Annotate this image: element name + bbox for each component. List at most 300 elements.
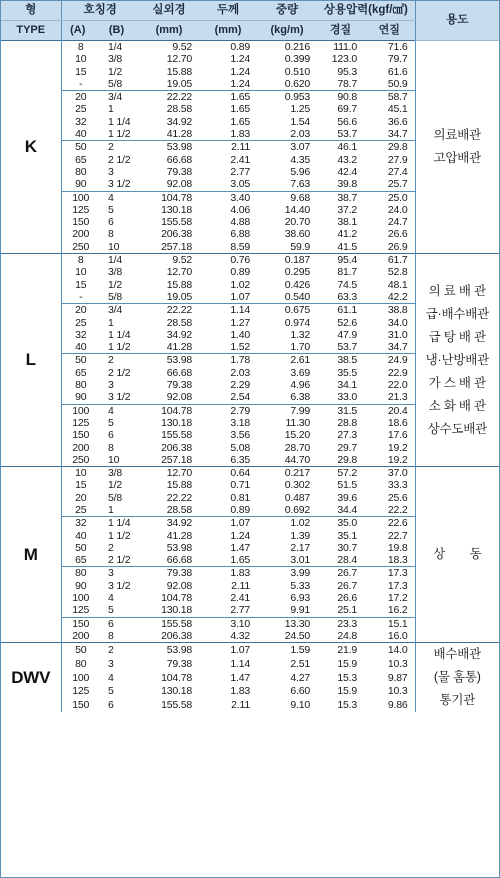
nominal-a-cell: 80 [75,657,87,670]
nominal-a-cell: 15 [75,278,87,291]
usage-cell [415,467,499,643]
outer-diameter-cell: 41.28 [166,341,193,354]
outer-diameter-cell: 15.88 [166,479,193,492]
thickness-cell: 1.65 [230,103,251,116]
pressure-hard-cell: 47.9 [337,328,358,341]
thickness-cell: 5.08 [230,441,251,454]
outer-diameter-cell: 79.38 [166,165,193,178]
nominal-a-cell: 200 [72,441,90,454]
thickness-header: 두께 [199,1,257,21]
weight-cell: 0.974 [284,316,311,329]
thickness-cell: 0.64 [199,467,257,480]
pressure-hard-cell: 123.0 [331,53,358,66]
weight-cell: 14.40 [284,203,311,216]
nominal-b-cell: 5/8 [108,491,122,504]
weight-cell: 9.10 [290,699,311,712]
pressure-soft-cell: 25.7 [387,178,408,191]
usage-cell [415,254,499,467]
usage-line: 급·배수배관 [425,306,489,321]
nominal-a-cell: 40 [75,341,87,354]
nominal-b-cell: 1/4 [108,41,122,53]
pressure-hard-cell: 38.7 [317,191,364,204]
outer-diameter-cell: 41.28 [166,529,193,542]
weight-cell: 0.692 [284,503,311,516]
pressure-soft-cell: 33.3 [387,479,408,492]
outer-diameter-cell: 92.08 [166,579,193,592]
pressure-soft-cell: 26.6 [387,228,408,241]
pressure-hard-cell: 56.6 [337,115,358,128]
weight-unit-header: (kg/m) [257,21,317,41]
nominal-a-cell: 25 [75,316,87,329]
nominal-a-cell: 100 [72,671,90,684]
pressure-soft-cell: 27.9 [387,153,408,166]
thickness-unit-header: (mm) [199,21,257,41]
outer-diameter-cell: 92.08 [166,178,193,191]
pressure-soft-cell: 58.7 [364,91,415,104]
nominal-a-cell: 90 [75,391,87,404]
pressure-hard-cell: 61.1 [317,304,364,317]
thickness-cell: 2.29 [230,379,251,392]
thickness-cell: 1.65 [230,554,251,567]
pressure-soft-cell: 17.3 [387,579,408,592]
outer-diameter-cell: 66.68 [166,366,193,379]
pressure-soft-cell: 19.8 [387,541,408,554]
pressure-soft-cell: 10.3 [387,685,408,698]
weight-cell: 5.33 [290,579,311,592]
weight-cell: 0.675 [257,304,317,317]
pressure-hard-cell: 15.3 [337,671,358,684]
pressure-soft-cell: 21.3 [387,391,408,404]
outer-diameter-cell: 130.18 [161,604,193,617]
weight-cell: 24.50 [284,629,311,642]
pressure-hard-cell: 15.3 [337,699,358,712]
pressure-soft-cell: 22.6 [364,517,415,530]
weight-cell: 2.61 [257,354,317,367]
pressure-hard-cell: 35.5 [337,366,358,379]
nominal-b-cell: 6 [108,429,114,442]
nominal-b-cell: 4 [94,191,139,204]
pressure-hard-cell: 37.2 [337,203,358,216]
usage-line: 상 동 [433,547,482,562]
pressure-soft-cell: 29.8 [364,141,415,154]
pressure-hard-cell: 27.3 [337,429,358,442]
nominal-b-cell: 8 [108,441,114,454]
pressure-hard-cell: 35.1 [337,529,358,542]
thickness-cell: 3.18 [230,416,251,429]
nominal-a-cell: 80 [75,165,87,178]
nominal-b-cell: 1/2 [108,65,122,78]
nominal-b-cell: 2 [94,354,139,367]
nominal-a-cell: 150 [72,216,90,229]
nominal-a-cell: 125 [72,685,90,698]
pressure-hard-cell: 46.1 [317,141,364,154]
weight-cell: 0.426 [284,278,311,291]
thickness-cell: 0.76 [199,254,257,267]
pressure-hard-cell: 28.8 [337,416,358,429]
weight-cell: 9.68 [257,191,317,204]
nominal-a-cell: 200 [72,228,90,241]
thickness-cell: 2.41 [230,153,251,166]
pressure-soft-cell: 61.7 [364,254,415,267]
pressure-hard-cell: 29.8 [337,453,358,466]
weight-cell: 6.60 [290,685,311,698]
nominal-b-cell: 1 1/4 [94,517,139,530]
thickness-cell: 0.89 [230,266,251,279]
pressure-hard-cell: 21.9 [317,643,364,657]
type-cell: M [1,467,61,643]
nominal-b-cell: 3 1/2 [108,178,131,191]
thickness-cell: 2.41 [230,592,251,605]
col-b-header: (B) [94,21,139,41]
pressure-hard-cell: 111.0 [333,41,358,53]
nominal-b-cell: 3/4 [94,91,139,104]
usage-line: 상수도배관 [427,421,487,436]
outer-diameter-cell: 130.18 [161,416,193,429]
pressure-hard-cell: 42.4 [337,165,358,178]
nominal-a-cell: 10 [61,467,94,480]
table-body [1,41,499,713]
usage-line: 의 료 배 관 [428,283,486,298]
nominal-a-cell: 65 [75,554,87,567]
weight-cell: 2.17 [290,541,311,554]
nominal-a-cell: 25 [75,103,87,116]
type-cell: K [1,41,61,254]
weight-cell: 13.30 [257,617,317,630]
table-row [1,254,499,267]
nominal-a-cell: 15 [75,479,87,492]
nominal-b-cell: 1/2 [108,479,122,492]
thickness-cell: 1.83 [230,685,251,698]
pressure-soft-cell: 9.86 [387,699,408,712]
nominal-a-cell: 200 [72,629,90,642]
thickness-cell: 1.14 [230,657,251,670]
nominal-a-cell: 100 [61,404,94,417]
outer-diameter-cell: 53.98 [166,541,193,554]
thickness-cell: 2.77 [230,604,251,617]
thickness-cell: 2.11 [231,699,251,712]
nominal-a-cell: 100 [72,592,90,605]
outer-diameter-cell: 34.92 [166,115,193,128]
nominal-b-cell: 6 [108,699,114,712]
weight-cell: 7.99 [257,404,317,417]
pressure-hard-cell: 29.7 [337,441,358,454]
pressure-hard-cell: 90.8 [317,91,364,104]
hard-temper-header: 경질 [317,21,364,41]
nominal-b-cell: 1 1/2 [108,128,131,141]
nominal-b-cell: 3 [94,567,139,580]
pressure-hard-cell: 51.5 [337,479,358,492]
outer-diameter-cell: 28.58 [166,316,193,329]
nominal-b-cell: 8 [108,629,114,642]
weight-cell: 0.187 [257,254,317,267]
outer-diameter-cell: 22.22 [166,491,193,504]
pressure-soft-cell: 9.87 [387,671,408,684]
weight-cell: 6.38 [290,391,311,404]
nominal-a-cell: 32 [75,328,87,341]
outer-diameter-cell: 79.38 [166,379,193,392]
nominal-b-cell: 2 [94,141,139,154]
thickness-cell: 3.05 [230,178,251,191]
weight-cell: 59.9 [290,240,311,253]
outer-diameter-cell: 155.58 [161,699,193,712]
thickness-cell: 8.59 [230,240,251,253]
weight-cell: 0.295 [284,266,311,279]
nominal-a-cell: 20 [61,91,94,104]
outer-diameter-cell: 22.22 [139,91,199,104]
thickness-cell: 3.56 [230,429,251,442]
pressure-soft-cell: 10.3 [387,657,408,670]
nominal-b-cell: 6 [108,216,114,229]
pressure-soft-cell: 18.3 [387,554,408,567]
weight-cell: 1.02 [257,517,317,530]
pressure-soft-cell: 18.6 [387,416,408,429]
nominal-b-cell: 4 [108,592,114,605]
pressure-hard-cell: 31.5 [317,404,364,417]
thickness-cell: 3.40 [199,191,257,204]
nominal-a-cell: 80 [61,567,94,580]
pressure-hard-cell: 53.7 [337,341,358,354]
pressure-hard-cell: 95.3 [337,65,358,78]
nominal-b-cell: 2 1/2 [108,366,131,379]
nominal-a-cell: 125 [72,203,90,216]
pressure-hard-cell: 78.7 [337,77,358,90]
pressure-soft-cell: 22.7 [387,529,408,542]
thickness-cell: 1.40 [230,328,251,341]
pressure-hard-cell: 26.6 [337,592,358,605]
thickness-cell: 1.24 [230,77,251,90]
outer-diameter-cell: 104.78 [161,592,193,605]
pressure-hard-cell: 34.1 [337,379,358,392]
nominal-a-cell: 50 [61,141,94,154]
pressure-soft-cell: 24.9 [364,354,415,367]
weight-cell: 2.03 [290,128,311,141]
thickness-cell: 0.71 [230,479,251,492]
nominal-b-cell: 1 1/4 [108,115,131,128]
pressure-soft-cell: 34.7 [387,128,408,141]
pressure-soft-cell: 14.0 [364,643,415,657]
thickness-cell: 1.14 [199,304,257,317]
outer-diameter-cell: 15.88 [166,278,193,291]
outer-diameter-cell: 66.68 [166,153,193,166]
nominal-b-cell: 1 [108,503,114,516]
thickness-cell: 4.88 [230,216,251,229]
nominal-a-cell: 50 [61,354,94,367]
nominal-b-cell: 5 [108,416,114,429]
pressure-soft-cell: 52.8 [387,266,408,279]
thickness-cell: 2.11 [199,141,257,154]
thickness-cell: 1.27 [230,316,251,329]
thickness-cell: 3.10 [199,617,257,630]
outer-diameter-cell: 53.98 [139,354,199,367]
weight-cell: 3.01 [290,554,311,567]
nominal-b-cell: 2 [94,643,139,657]
pressure-soft-cell: 24.7 [387,216,408,229]
nominal-a-cell: 65 [75,366,87,379]
usage-line: (물 홈통) [433,670,481,685]
pressure-soft-cell: 27.4 [387,165,408,178]
pressure-hard-cell: 26.7 [317,567,364,580]
nominal-a-cell: 150 [72,429,90,442]
weight-cell: 4.27 [290,671,311,684]
nominal-a-cell: - [79,77,83,90]
pressure-soft-cell: 22.0 [387,379,408,392]
outer-diameter-cell: 22.22 [139,304,199,317]
nominal-b-cell: 10 [108,240,120,253]
nominal-b-cell: 4 [108,671,114,684]
pressure-hard-cell: 35.0 [317,517,364,530]
outer-diameter-cell: 53.98 [139,643,199,657]
nominal-b-cell: 8 [108,228,114,241]
nominal-a-cell: 20 [75,491,87,504]
outer-diameter-cell: 92.08 [166,391,193,404]
weight-cell: 1.25 [290,103,311,116]
weight-cell: 3.99 [257,567,317,580]
outer-diameter-cell: 19.05 [166,77,193,90]
outer-diameter-cell: 41.28 [166,128,193,141]
nominal-b-cell: 1/4 [94,254,139,267]
nominal-a-cell: 100 [61,191,94,204]
thickness-cell: 1.24 [230,529,251,542]
usage-line: 고압배관 [433,151,482,166]
thickness-cell: 1.65 [199,91,257,104]
weight-cell: 3.69 [290,366,311,379]
nominal-b-cell: 1 [108,103,114,116]
weight-cell: 15.20 [284,429,311,442]
pressure-hard-cell: 53.7 [337,128,358,141]
nominal-a-cell: 150 [61,617,94,630]
weight-cell: 0.510 [284,65,311,78]
pressure-hard-cell: 95.4 [317,254,364,267]
nominal-a-cell: 20 [61,304,94,317]
outer-diameter-cell: 104.78 [139,404,199,417]
outer-diameter-header: 실외경 [139,1,199,21]
nominal-b-cell: 3/8 [108,53,122,66]
outer-diameter-cell: 130.18 [161,685,193,698]
type-header-en: TYPE [1,21,61,41]
nominal-b-cell: 5 [108,203,114,216]
outer-diameter-cell: 9.52 [139,254,199,267]
pressure-hard-cell: 25.1 [337,604,358,617]
nominal-a-cell: 32 [61,517,94,530]
outer-diameter-cell: 66.68 [166,554,193,567]
usage-cell [415,41,499,254]
pressure-soft-cell: 22.9 [387,366,408,379]
weight-header: 중량 [257,1,317,21]
pressure-soft-cell: 17.3 [364,567,415,580]
outer-diameter-cell: 257.18 [161,453,193,466]
weight-cell: 1.32 [290,328,311,341]
pressure-soft-cell: 38.8 [364,304,415,317]
od-unit-header: (mm) [139,21,199,41]
nominal-a-cell: 40 [75,128,87,141]
nominal-a-cell: 65 [75,153,87,166]
pressure-soft-cell: 25.0 [364,191,415,204]
thickness-cell: 1.47 [230,671,251,684]
weight-cell: 1.70 [290,341,311,354]
weight-cell: 2.51 [290,657,311,670]
weight-cell: 0.487 [284,491,311,504]
nominal-a-cell: 125 [72,416,90,429]
thickness-cell: 2.79 [199,404,257,417]
pressure-hard-cell: 33.0 [337,391,358,404]
thickness-cell: 1.83 [199,567,257,580]
outer-diameter-cell: 34.92 [139,517,199,530]
pressure-hard-cell: 81.7 [337,266,358,279]
weight-cell: 0.620 [284,77,311,90]
nominal-a-cell: 8 [77,41,84,53]
nominal-b-cell: 3 1/2 [108,579,131,592]
pressure-soft-cell: 50.9 [387,77,408,90]
weight-cell: 0.216 [284,41,311,53]
nominal-a-cell: 50 [75,541,87,554]
nominal-b-cell: 5 [108,604,114,617]
pressure-soft-cell: 24.0 [387,203,408,216]
outer-diameter-cell: 206.38 [161,441,193,454]
pressure-hard-cell: 38.1 [337,216,358,229]
pressure-hard-cell: 38.5 [317,354,364,367]
pressure-soft-cell: 25.6 [387,491,408,504]
nominal-a-cell: - [79,290,83,303]
table-header [1,1,499,41]
weight-cell: 6.93 [290,592,311,605]
thickness-cell: 2.03 [230,366,251,379]
nominal-a-cell: 15 [75,65,87,78]
weight-cell: 0.217 [257,467,317,480]
thickness-cell: 1.07 [199,517,257,530]
thickness-cell: 1.78 [199,354,257,367]
outer-diameter-cell: 12.70 [166,53,193,66]
usage-line: 소 화 배 관 [428,398,486,413]
nominal-b-cell: 6 [94,617,139,630]
pressure-hard-cell: 23.3 [317,617,364,630]
nominal-a-cell: 150 [72,699,90,712]
nominal-b-cell: 3 1/2 [108,391,131,404]
nominal-a-cell: 50 [61,643,94,657]
weight-cell: 1.39 [290,529,311,542]
thickness-cell: 0.81 [230,491,251,504]
pressure-hard-cell: 24.8 [337,629,358,642]
pressure-hard-cell: 41.2 [337,228,358,241]
nominal-a-cell: 8 [61,254,94,267]
usage-line: 급 탕 배 관 [428,329,486,344]
pipe-spec-table [1,1,499,712]
outer-diameter-cell: 79.38 [139,567,199,580]
outer-diameter-cell: 155.58 [139,617,199,630]
weight-cell: 0.302 [284,479,311,492]
outer-diameter-cell: 130.18 [161,203,193,216]
nominal-a-cell: 125 [72,604,90,617]
nominal-b-cell: 5 [108,685,114,698]
thickness-cell: 1.65 [230,115,251,128]
weight-cell: 0.540 [284,290,311,303]
pressure-hard-cell: 57.2 [317,467,364,480]
usage-line: 배수배관 [433,647,482,662]
pressure-hard-cell: 26.7 [337,579,358,592]
nominal-a-cell: 90 [75,178,87,191]
nominal-a-cell: 40 [75,529,87,542]
nominal-b-cell: 3 [108,165,114,178]
outer-diameter-cell: 9.52 [172,41,193,53]
thickness-cell: 6.88 [230,228,251,241]
usage-line: 의료배관 [433,128,482,143]
thickness-cell: 1.83 [230,128,251,141]
thickness-cell: 1.52 [230,341,251,354]
thickness-cell: 1.24 [230,53,251,66]
nominal-a-cell: 250 [72,240,90,253]
weight-cell: 1.59 [257,643,317,657]
outer-diameter-cell: 12.70 [139,467,199,480]
outer-diameter-cell: 12.70 [166,266,193,279]
